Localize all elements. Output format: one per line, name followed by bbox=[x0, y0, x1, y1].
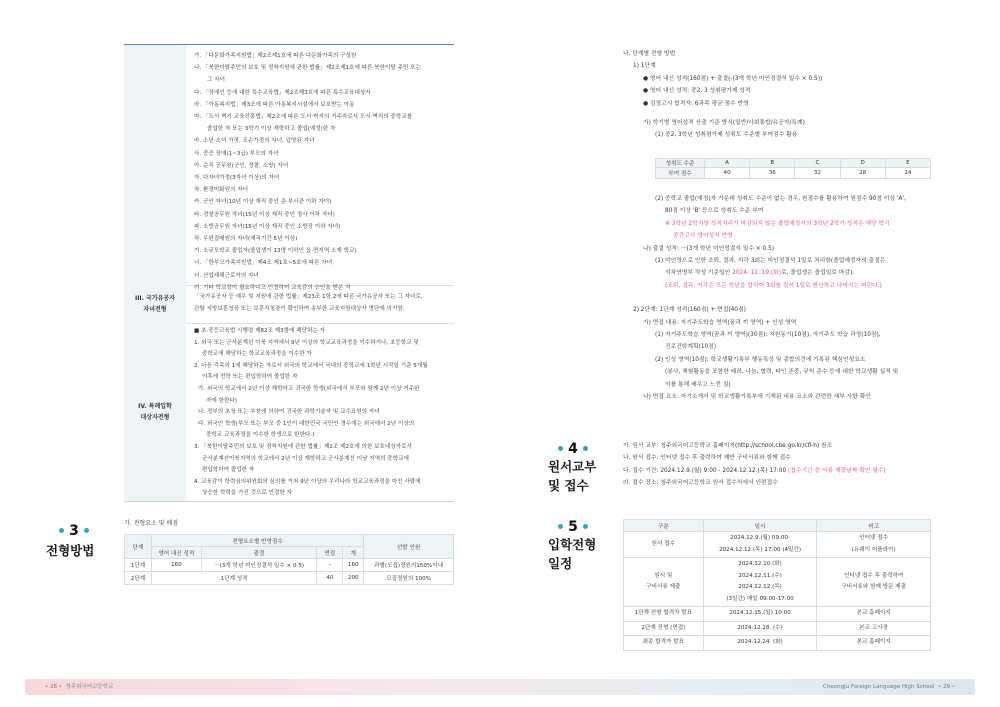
section4-title-b: 및 접수 bbox=[548, 478, 589, 493]
right-top-block bbox=[623, 48, 822, 142]
ga2-2: (2) 인성 영역(10점): 학교생활기록부 행동특성 및 종합의견에 기록된 핵심인성요소 bbox=[655, 356, 866, 363]
list-item: 더. 산업재해근로자의 자녀 bbox=[194, 272, 259, 279]
cell-kind bbox=[624, 532, 704, 558]
section5-header bbox=[548, 516, 598, 573]
special-list bbox=[194, 326, 428, 500]
list-item: 러. 기타 학교장이 필요하다고 인정하여 교육감의 승인을 받은 자 bbox=[194, 284, 351, 291]
list-item: 중학교에 해당하는 학교교육과정을 이수한 자 bbox=[202, 351, 312, 358]
row2-body-cell bbox=[186, 45, 454, 291]
list-item: 가. 「다문화가족지원법」제2조제1호에 따른 다문화가족의 구성원 bbox=[194, 53, 357, 59]
th-int: 면접 bbox=[317, 547, 343, 559]
cell-note bbox=[817, 558, 931, 607]
na-1b-pre: 석차연명부 작성 기준일인 bbox=[665, 270, 733, 277]
step2-label: 2) 2단계: 1단계 성적(160점) + 면접(40점) bbox=[633, 307, 746, 314]
section4-header bbox=[548, 438, 598, 495]
cell-note bbox=[817, 532, 931, 558]
row4-label-line2: 대상자전형 bbox=[140, 414, 170, 421]
dot-icon bbox=[84, 528, 89, 533]
list-item: 상응한 학력을 가진 것으로 인정한 자 bbox=[202, 490, 292, 497]
score-table bbox=[124, 534, 454, 585]
grade-h2: 부여 점수 bbox=[656, 168, 705, 179]
th-group: 전형요소별 반영점수 bbox=[151, 535, 363, 547]
na-title: 나) 출결 성적: －(3개 학년 미인정결석 일수 × 0.5) bbox=[643, 245, 775, 252]
row4-body-cell bbox=[186, 323, 454, 501]
table-row bbox=[624, 532, 931, 558]
dot-icon bbox=[583, 446, 588, 451]
date-line: 2024.12.12.(목) 17:00 (4일간) bbox=[719, 546, 802, 553]
note-line: 본교 고사장 bbox=[859, 624, 889, 631]
list-item: 카. 군인 자녀(10년 이상 재직 중인 준·부사관 이하 자녀) bbox=[194, 199, 332, 206]
cell-int: 40 bbox=[317, 572, 343, 585]
cell-note bbox=[817, 621, 931, 636]
row3-line: 「국가유공자 등 예우 및 지원에 관한 법률」제23조 1항,2에 따른 국가유공자 또는 그 자녀로, bbox=[194, 294, 423, 300]
list-item: 이후에 전학 또는 편입학하여 졸업한 자 bbox=[202, 374, 298, 381]
cell-eng: 160 bbox=[151, 559, 201, 572]
th-att: 출결 bbox=[201, 547, 317, 559]
cell-date bbox=[703, 532, 817, 558]
kind-line: 최종 합격자 발표 bbox=[642, 639, 685, 645]
cell-date bbox=[703, 558, 817, 607]
right-mid-block bbox=[623, 193, 906, 404]
list-item: 편입학하여 졸업한 자 bbox=[202, 467, 255, 474]
grade-score: 40 bbox=[705, 168, 750, 179]
na2: 나) 면접 요소: 자기소개서 및 학교생활기록부에 기재된 내용 요소와 관련한 세부 사항 확인 bbox=[643, 394, 871, 401]
ga-title: 가) 학기별 영어성적 산출 기준 방식(일반/사회통합/유공자/특례) bbox=[643, 120, 805, 127]
row3-text bbox=[194, 291, 423, 315]
list-item: 하. 우편집배원의 자녀(재직기간 5년 이상) bbox=[194, 236, 298, 243]
row3-label-cell bbox=[124, 285, 186, 324]
table-row bbox=[624, 621, 931, 636]
list-item: 타. 경찰공무원 자녀(15년 이상 재직 중인 경사 이하 자녀) bbox=[194, 211, 335, 218]
table-row bbox=[624, 636, 931, 651]
ga2-2b: (봉사, 체험활동을 포함한 배려, 나눔, 협력, 타인 존중, 규칙 준수 등에 대한 학교생활 실적 및 bbox=[665, 369, 899, 376]
grade-level: A bbox=[705, 159, 750, 168]
cell-date bbox=[703, 621, 817, 636]
s4-line3-red: (접수기간 중 서류 제출날짜 확인 필수) bbox=[787, 467, 886, 474]
cell-sum: 200 bbox=[343, 572, 364, 585]
ga2-1: (1) 자기주도학습 영역(꿈과 끼 영역)(30점): 지원동기(10점), 자기주도 학습 과정(10점), bbox=[655, 332, 881, 339]
list-item: 다. 외국인 학생(부모 또는 부모 중 1인이 대한민국 국민인 경우에는 외국에서 2년 이상의 bbox=[198, 420, 415, 427]
list-item: 거. 소규모학교 졸업자(졸업생이 13명 이하인 읍·면지역 소재 학교) bbox=[194, 248, 357, 255]
na-1b bbox=[623, 267, 906, 279]
ga-note-b: 중간고사 영어성적 반영 bbox=[673, 233, 733, 240]
s4-line3-pre: 다. 접수 기간: 2024.12.9.(월) 9:00 - 2024.12.12.(목) 17:00 bbox=[623, 467, 788, 474]
cell-kind bbox=[624, 636, 704, 651]
list-item: 나. 「북한이탈주민의 보호 및 정착지원에 관한 법률」제2조제1호에 따른 북한이탈 주민 또는 bbox=[194, 65, 421, 72]
date-line: 2024.12.24. (화) bbox=[737, 639, 783, 645]
na-1b-post: 로, 졸업생은 졸업일로 마감). bbox=[780, 270, 855, 277]
social-list bbox=[194, 50, 421, 294]
bullet-line: ● 검정고시 합격자: 6과목 평균 점수 반영 bbox=[643, 100, 749, 107]
grade-score: 32 bbox=[795, 168, 840, 179]
date-line: 2024.12.12.(목) bbox=[738, 584, 782, 590]
footer-bar bbox=[25, 679, 975, 695]
dot-icon bbox=[59, 528, 64, 533]
dot-icon bbox=[583, 524, 588, 529]
list-item: 아. 순직 공무원(군인, 경찰, 소방) 자녀 bbox=[194, 162, 289, 169]
cell-stage: 1단계 bbox=[125, 559, 152, 572]
section5-title-a: 입학전형 bbox=[548, 537, 597, 552]
cell-int: - bbox=[317, 559, 343, 572]
list-item: 자에 한한다) bbox=[206, 397, 237, 404]
row3-label-line1: III. 국가유공자 bbox=[134, 295, 176, 302]
ga-2b: 80점 이상 'B' 등으로 성취도 수준 부여 bbox=[665, 208, 764, 215]
na-1b-red: 2024. 11. 19.(화) bbox=[732, 270, 781, 277]
note-line: 본교 홈페이지 bbox=[856, 610, 891, 616]
cell-stage: 2단계 bbox=[125, 572, 152, 585]
cell-sum: 160 bbox=[343, 559, 364, 572]
step1-label: 1) 1단계 bbox=[633, 63, 656, 70]
date-line: 2024.12.18. (수) bbox=[737, 624, 783, 631]
list-item: 나. 정부의 초청 또는 추천에 의하여 귀국한 과학기술자 및 교수요원의 자녀 bbox=[198, 409, 380, 416]
ga-note-a: ※ 3학년 2학기말 성적처리가 마감되지 않은 졸업예정자의 3학년 2학기 성적은 해당 학기 bbox=[665, 220, 890, 227]
kind-line: 원서 접수 bbox=[651, 540, 676, 547]
list-item: 너. 「한부모가족지원법」제4조 제1호~5호에 따른 자녀 bbox=[194, 260, 333, 267]
cell-kind bbox=[624, 558, 704, 607]
list-item: 사. 중증 장애(1~3급) 부모의 자녀 bbox=[194, 150, 279, 157]
section4-title-a: 원서교부 bbox=[548, 459, 597, 474]
list-item: 4. 교육감이 학력심의위원회의 심의를 거쳐 9년 이상의 우리나라 학교교육과정을 마친 사람에 bbox=[194, 478, 421, 485]
row3-body-cell bbox=[186, 285, 454, 324]
cell-select: 과별(모집)정원의150%이내 bbox=[364, 559, 454, 572]
row3-label-line2: 자녀전형 bbox=[143, 306, 167, 313]
footer-right: Cheongju Foreign Language High School • 29 • bbox=[823, 684, 955, 690]
cell-select: 모집정원의 100% bbox=[364, 572, 454, 585]
list-item: 자. 다자녀가정(3자녀 이상)의 자녀 bbox=[194, 175, 280, 182]
date-line: (3일간) 매일 09:00-17:00 bbox=[726, 595, 794, 602]
grade-score: 36 bbox=[750, 168, 795, 179]
list-item: 가. 외국의 학교에서 2년 이상 재학하고 귀국한 학생(외국에서 부모와 함께 2년 이상 거주한 bbox=[198, 385, 420, 392]
section4-number: 4 bbox=[568, 441, 578, 457]
date-line: 2024.12.15.(일) 10:00 bbox=[729, 610, 791, 616]
grade-h1: 성취도 수준 bbox=[656, 159, 705, 168]
list-item: 라. 「아동복지법」제3조에 따른 아동복지시설에서 보호받는 아동 bbox=[194, 101, 355, 108]
date-line: 2024.12.10.(화) bbox=[738, 561, 782, 567]
footer-left: • 28 • 청주외국어고등학교 bbox=[45, 684, 114, 690]
ga2-1b: 진로진학계획(10점) bbox=[665, 344, 717, 351]
row4-label-line1: IV. 특례입학 bbox=[138, 403, 172, 410]
th-date: 일시 bbox=[703, 520, 817, 532]
grade-score: 24 bbox=[885, 168, 930, 179]
cell-date bbox=[703, 636, 817, 651]
list-item: 차. 환경미화원의 자녀 bbox=[194, 187, 248, 194]
section4-body bbox=[623, 440, 886, 490]
ga-2a: (2) 중학교 졸업(예정)자 가운데 성취도 수준이 없는 경우, 원점수를 활용하여 원점수 90점 이상 'A', bbox=[655, 196, 906, 202]
list-item: ■ 초·중등교육법 시행령 제82조 제3항에 해당하는 자 bbox=[194, 328, 326, 334]
kind-line: 구비서류 제출 bbox=[646, 584, 681, 590]
row2-label-cell bbox=[124, 45, 186, 286]
schedule-table bbox=[623, 519, 931, 651]
right-page-number: 29 bbox=[943, 684, 950, 690]
section5-title-b: 일정 bbox=[548, 556, 573, 571]
table-row bbox=[125, 559, 454, 572]
row3-line: 관할 지방보훈청장 또는 보훈지청장이 확인하여 송부한 교육지원대상자 명단에 의거함. bbox=[194, 306, 405, 313]
date-line: 2024.12.9.(월) 09:00- bbox=[730, 535, 791, 541]
list-item: 2. 다음 각목의 1에 해당하는 자로서 외국의 학교에서 국내의 중학교에 1학년 시작일 기준 5개월 bbox=[194, 362, 428, 369]
eligibility-table bbox=[124, 44, 454, 502]
list-item: 군사분계선이북지역의 학교에서 2년 이상 재학하고 군사분계선 이남 지역의 중학교에 bbox=[202, 455, 409, 462]
list-item: 바. 소년·소녀 가정, 조손가정의 자녀, 입양된 자녀 bbox=[194, 138, 315, 145]
s4-line4: 라. 접수 장소: 청주외국어고등학교 원서 접수처에서 인편접수 bbox=[623, 480, 778, 487]
list-item: 마. 「도서 벽지 교육진흥법」제2조에 따른 도서·벽지의 거주자로서 도서·벽지의 중학교를 bbox=[194, 114, 413, 121]
list-item: 파. 소방공무원 자녀(15년 이상 재직 중인 소방장 이하 자녀) bbox=[194, 223, 341, 230]
list-item: 3. 「북한이탈주민의 보호 및 정착지원에 관한 법률」제2조 제2호에 의한 보호대상자로서 bbox=[194, 443, 412, 450]
grade-level: E bbox=[885, 159, 930, 168]
list-item: 다. 「장애인 등에 대한 특수교육법」제2조제3호에 따른 특수교육대상자 bbox=[194, 89, 371, 96]
section5-number: 5 bbox=[568, 519, 578, 535]
th-select: 선발 인원 bbox=[364, 535, 454, 559]
ga-1: (1) 중2, 3학년 성취평가제 성취도 수준별 부여점수 활용 bbox=[655, 132, 798, 139]
grade-score: 28 bbox=[840, 168, 885, 179]
table-row bbox=[624, 607, 931, 622]
cell-note bbox=[817, 636, 931, 651]
date-line: 2024.12.11.(수) bbox=[738, 572, 782, 579]
right-heading: 나. 단계별 전형 방법 bbox=[623, 51, 676, 57]
list-item: 1. 외국 또는 군사분계선 이북 지역에서 9년 이상의 학교교육과정을 이수하거나, 초등학교 및 bbox=[194, 339, 419, 346]
section3-title: 전형방법 bbox=[46, 543, 95, 558]
grade-level: D bbox=[840, 159, 885, 168]
grade-level: C bbox=[795, 159, 840, 168]
note-line: 구비서류와 함께 방문 제출 bbox=[841, 584, 907, 590]
s4-line1: 가. 원서 교부: 청주외국어고등학교 홈페이지(http://school.cbe.go.kr/cfl-h) 참조 bbox=[623, 443, 833, 449]
note-line: (유웨이 어플라이) bbox=[851, 546, 896, 553]
cell-att: －(3개 학년 미인정결석 일수 × 0.5) bbox=[201, 559, 317, 572]
note-line: 인터넷 접수 bbox=[859, 535, 889, 541]
th-sum: 계 bbox=[343, 547, 364, 559]
kind-line: 2단계 전형 (면접) bbox=[641, 624, 686, 631]
right-school-name: Cheongju Foreign Language High School bbox=[823, 684, 935, 690]
cell-note bbox=[817, 607, 931, 622]
list-item: 졸업한 자 또는 3학기 이상 재학하고 졸업(예정)한 자 bbox=[207, 126, 336, 133]
bullet-line: ● 영어 내신 성적: 중2, 3 성취평가제 성적 bbox=[643, 88, 751, 95]
s4-line2: 나. 원서 접수: 인터넷 접수 후 출력하여 제반 구비서류와 함께 접수 bbox=[623, 455, 791, 462]
th-eng: 영어 내신 성적 bbox=[151, 547, 201, 559]
row4-label-cell bbox=[124, 323, 186, 501]
list-item: 중학교 교육과정을 이수한 학생으로 한한다.) bbox=[206, 432, 315, 439]
section3-header bbox=[46, 520, 102, 559]
ga2-2c: 이를 통해 배우고 느낀 점) bbox=[665, 381, 731, 388]
dot-icon bbox=[558, 446, 563, 451]
cell-date bbox=[703, 607, 817, 622]
na-1a: (1) 미인정으로 인한 조퇴, 결과, 지각 3회는 미인정결석 1일로 처리함(졸업예정자의 출결은 bbox=[655, 258, 886, 265]
cell-kind bbox=[624, 607, 704, 622]
section3-number: 3 bbox=[69, 523, 79, 539]
list-item: 그 자녀 bbox=[207, 77, 225, 84]
dot-icon bbox=[558, 524, 563, 529]
th-stage: 단계 bbox=[125, 535, 152, 559]
table-row bbox=[624, 558, 931, 607]
left-page-number: 28 bbox=[50, 684, 57, 690]
kind-line: 1단계 전형 합격자 발표 bbox=[634, 610, 693, 616]
s4-line3 bbox=[623, 465, 886, 477]
grade-table bbox=[655, 158, 931, 179]
na-1c: (조퇴, 결과, 지각은 모든 학년을 합하여 3회를 결석 1일로 환산하고 나머지는 버린다.) bbox=[665, 282, 882, 289]
ga2: 가) 면접 내용: 자기주도학습 영역(꿈과 끼 영역) + 인성 영역 bbox=[643, 319, 797, 326]
bullet-line: ● 영어 내신 성적(160점) + 출결(-(3개 학년 미인정결석 일수 × 0.5)) bbox=[643, 75, 823, 82]
left-school-name: 청주외국어고등학교 bbox=[65, 684, 114, 690]
note-line: 본교 홈페이지 bbox=[856, 639, 891, 645]
cell-kind bbox=[624, 621, 704, 636]
cell-merged: 1단계 성적 bbox=[151, 572, 316, 585]
note-line: 인터넷 접수 후 출력하여 bbox=[844, 572, 904, 579]
grade-level: B bbox=[750, 159, 795, 168]
table-row bbox=[125, 572, 454, 585]
th-note: 비고 bbox=[817, 520, 931, 532]
section3-subtitle: 가. 전형요소 및 배점 bbox=[124, 520, 178, 527]
th-kind: 구분 bbox=[624, 520, 704, 532]
kind-line: 원서 및 bbox=[654, 572, 673, 579]
